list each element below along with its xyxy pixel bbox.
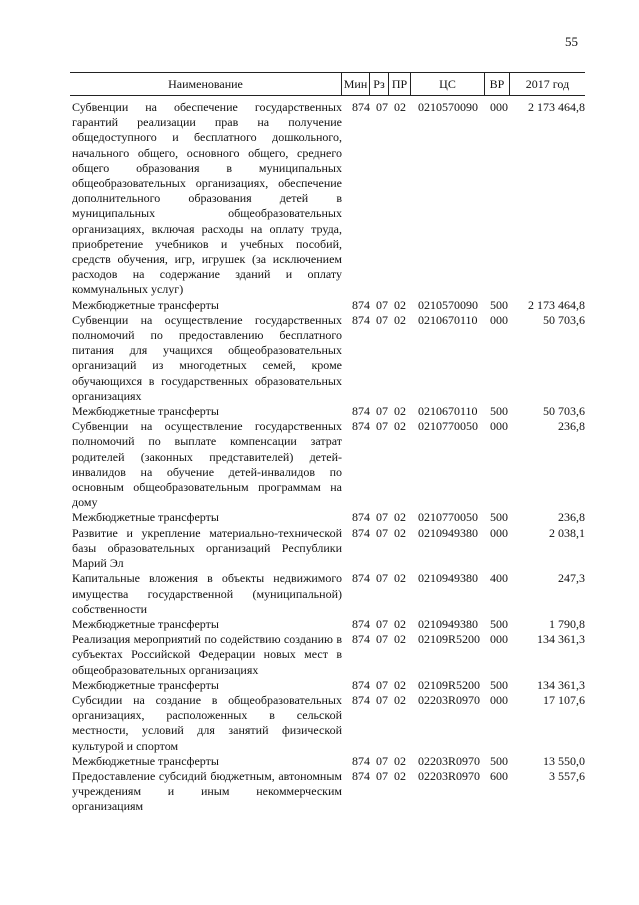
row-vr: 500 (490, 753, 508, 768)
row-pr: 02 (394, 100, 406, 114)
table-row (0, 510, 639, 525)
row-name: Межбюджетные трансферты (72, 616, 219, 631)
row-name: Субвенции на осуществление государственных полномочий по предоставлению бесплатного питания для учащихся общеобразовательных организаций из многодетных семей, кроме обучающихся в государственных образовательных организациях (72, 312, 342, 403)
row-pr: 02 (394, 297, 406, 312)
row-name: Межбюджетные трансферты (72, 510, 219, 525)
row-rz: 07 (376, 632, 388, 647)
row-min: 874 (352, 692, 370, 707)
row-pr: 02 (394, 692, 406, 707)
table-header (70, 72, 585, 96)
row-min: 874 (352, 632, 370, 647)
row-vr: 400 (490, 571, 508, 586)
table-row (0, 313, 639, 404)
row-name: Субвенции на осуществление государственных полномочий по выплате компенсации затрат родителей (законных представителей) детей-инвалидов на обучение детей-инвалидов по основным общеобразовательным программам на дому (72, 419, 342, 510)
row-vr: 500 (490, 616, 508, 631)
row-name: Субсидии на создание в общеобразовательных организациях, расположенных в сельской местности, условий для занятий физической культурой и спортом (72, 692, 342, 753)
table-body (0, 100, 639, 815)
row-cs: 02203R0970 (418, 692, 481, 707)
row-name: Развитие и укрепление материально-технической базы образовательных организаций Республики Марий Эл (72, 525, 342, 571)
row-min: 874 (352, 677, 370, 692)
row-min: 874 (352, 312, 370, 327)
table-row (0, 419, 639, 510)
row-vr: 500 (490, 404, 508, 419)
row-rz: 07 (376, 419, 388, 434)
row-rz: 07 (376, 312, 388, 327)
row-rz: 07 (376, 404, 388, 419)
row-sum: 1 790,8 (549, 616, 585, 631)
row-pr: 02 (394, 419, 406, 434)
row-rz: 07 (376, 753, 388, 768)
row-pr: 02 (394, 616, 406, 631)
row-vr: 500 (490, 677, 508, 692)
row-min: 874 (352, 297, 370, 312)
row-min: 874 (352, 768, 370, 783)
row-min: 874 (352, 525, 370, 540)
row-pr: 02 (394, 571, 406, 586)
row-sum: 17 107,6 (543, 692, 585, 707)
row-rz: 07 (376, 510, 388, 525)
table-row (0, 617, 639, 632)
row-cs: 0210570090 (418, 100, 478, 114)
header-vr: ВР (485, 73, 510, 95)
row-name: Капитальные вложения в объекты недвижимого имущества государственной (муниципальной) собственности (72, 571, 342, 616)
row-sum: 3 557,6 (549, 768, 585, 783)
row-pr: 02 (394, 632, 406, 647)
row-vr: 000 (490, 632, 508, 647)
row-cs: 02203R0970 (418, 768, 481, 783)
row-vr: 000 (490, 312, 508, 327)
row-name: Межбюджетные трансферты (72, 404, 219, 419)
row-name: Межбюджетные трансферты (72, 753, 219, 768)
row-pr: 02 (394, 677, 406, 692)
table-row (0, 693, 639, 754)
row-sum: 134 361,3 (537, 632, 585, 647)
row-pr: 02 (394, 768, 406, 783)
row-min: 874 (352, 753, 370, 768)
table-row (0, 404, 639, 419)
table-row (0, 298, 639, 313)
header-year: 2017 год (525, 77, 570, 91)
row-pr: 02 (394, 753, 406, 768)
row-rz: 07 (376, 768, 388, 783)
table-row (0, 769, 639, 815)
row-name: Предоставление субсидий бюджетным, автономным учреждениям и иным некоммерческим организациям (72, 768, 342, 814)
row-cs: 0210770050 (418, 510, 478, 525)
header-min: Мин (342, 73, 370, 95)
row-cs: 02109R5200 (418, 677, 481, 692)
row-cs: 0210949380 (418, 525, 478, 540)
row-pr: 02 (394, 404, 406, 419)
row-cs: 0210949380 (418, 571, 478, 586)
row-sum: 2 173 464,8 (528, 100, 585, 114)
row-cs: 0210670110 (418, 312, 478, 327)
row-vr: 500 (490, 510, 508, 525)
row-min: 874 (352, 419, 370, 434)
row-sum: 134 361,3 (537, 677, 585, 692)
row-sum: 50 703,6 (543, 312, 585, 327)
row-pr: 02 (394, 525, 406, 540)
row-cs: 0210670110 (418, 404, 478, 419)
row-vr: 500 (490, 297, 508, 312)
table-row (0, 678, 639, 693)
row-vr: 000 (490, 419, 508, 434)
row-sum: 13 550,0 (543, 753, 585, 768)
header-cs: ЦС (411, 73, 485, 95)
row-sum: 236,8 (558, 510, 585, 525)
row-sum: 2 038,1 (549, 525, 585, 540)
table-row (0, 754, 639, 769)
row-name: Межбюджетные трансферты (72, 297, 219, 312)
row-rz: 07 (376, 571, 388, 586)
row-cs: 02109R5200 (418, 632, 481, 647)
row-rz: 07 (376, 692, 388, 707)
row-vr: 000 (490, 100, 508, 114)
row-rz: 07 (376, 297, 388, 312)
row-rz: 07 (376, 677, 388, 692)
row-vr: 600 (490, 768, 508, 783)
row-min: 874 (352, 100, 370, 114)
row-min: 874 (352, 404, 370, 419)
row-min: 874 (352, 616, 370, 631)
table-row (0, 526, 639, 572)
row-min: 874 (352, 571, 370, 586)
row-name: Реализация мероприятий по содействию созданию в субъектах Российской Федерации новых мест в общеобразовательных организациях (72, 632, 342, 677)
table-row (0, 571, 639, 617)
row-sum: 50 703,6 (543, 404, 585, 419)
table-row (0, 632, 639, 678)
row-name: Межбюджетные трансферты (72, 677, 219, 692)
row-cs: 0210949380 (418, 616, 478, 631)
row-pr: 02 (394, 312, 406, 327)
row-cs: 0210570090 (418, 297, 478, 312)
row-sum: 2 173 464,8 (528, 297, 585, 312)
row-pr: 02 (394, 510, 406, 525)
page-number: 55 (565, 34, 578, 49)
row-rz: 07 (376, 525, 388, 540)
row-cs: 0210770050 (418, 419, 478, 434)
row-cs: 02203R0970 (418, 753, 481, 768)
row-vr: 000 (490, 692, 508, 707)
header-rz: Рз (370, 73, 389, 95)
row-min: 874 (352, 510, 370, 525)
row-vr: 000 (490, 525, 508, 540)
row-sum: 236,8 (558, 419, 585, 434)
row-rz: 07 (376, 100, 388, 114)
table-row (0, 100, 639, 298)
row-rz: 07 (376, 616, 388, 631)
row-name: Субвенции на обеспечение государственных гарантий реализации прав на получение общедоступного и бесплатного дошкольного, начального общего, основного общего, среднего общего образования в муниципальных общеобразовательных организациях, обеспечение дополнительного образования детей в муниципальных общеобразовательных организациях, включая расходы на оплату труда, приобретение учебников и учебных пособий, средств обучения, игр, игрушек (за исключением расходов на содержание зданий и оплату коммунальных услуг) (72, 100, 342, 297)
row-sum: 247,3 (558, 571, 585, 586)
header-name: Наименование (70, 73, 342, 95)
header-pr: ПР (389, 73, 411, 95)
